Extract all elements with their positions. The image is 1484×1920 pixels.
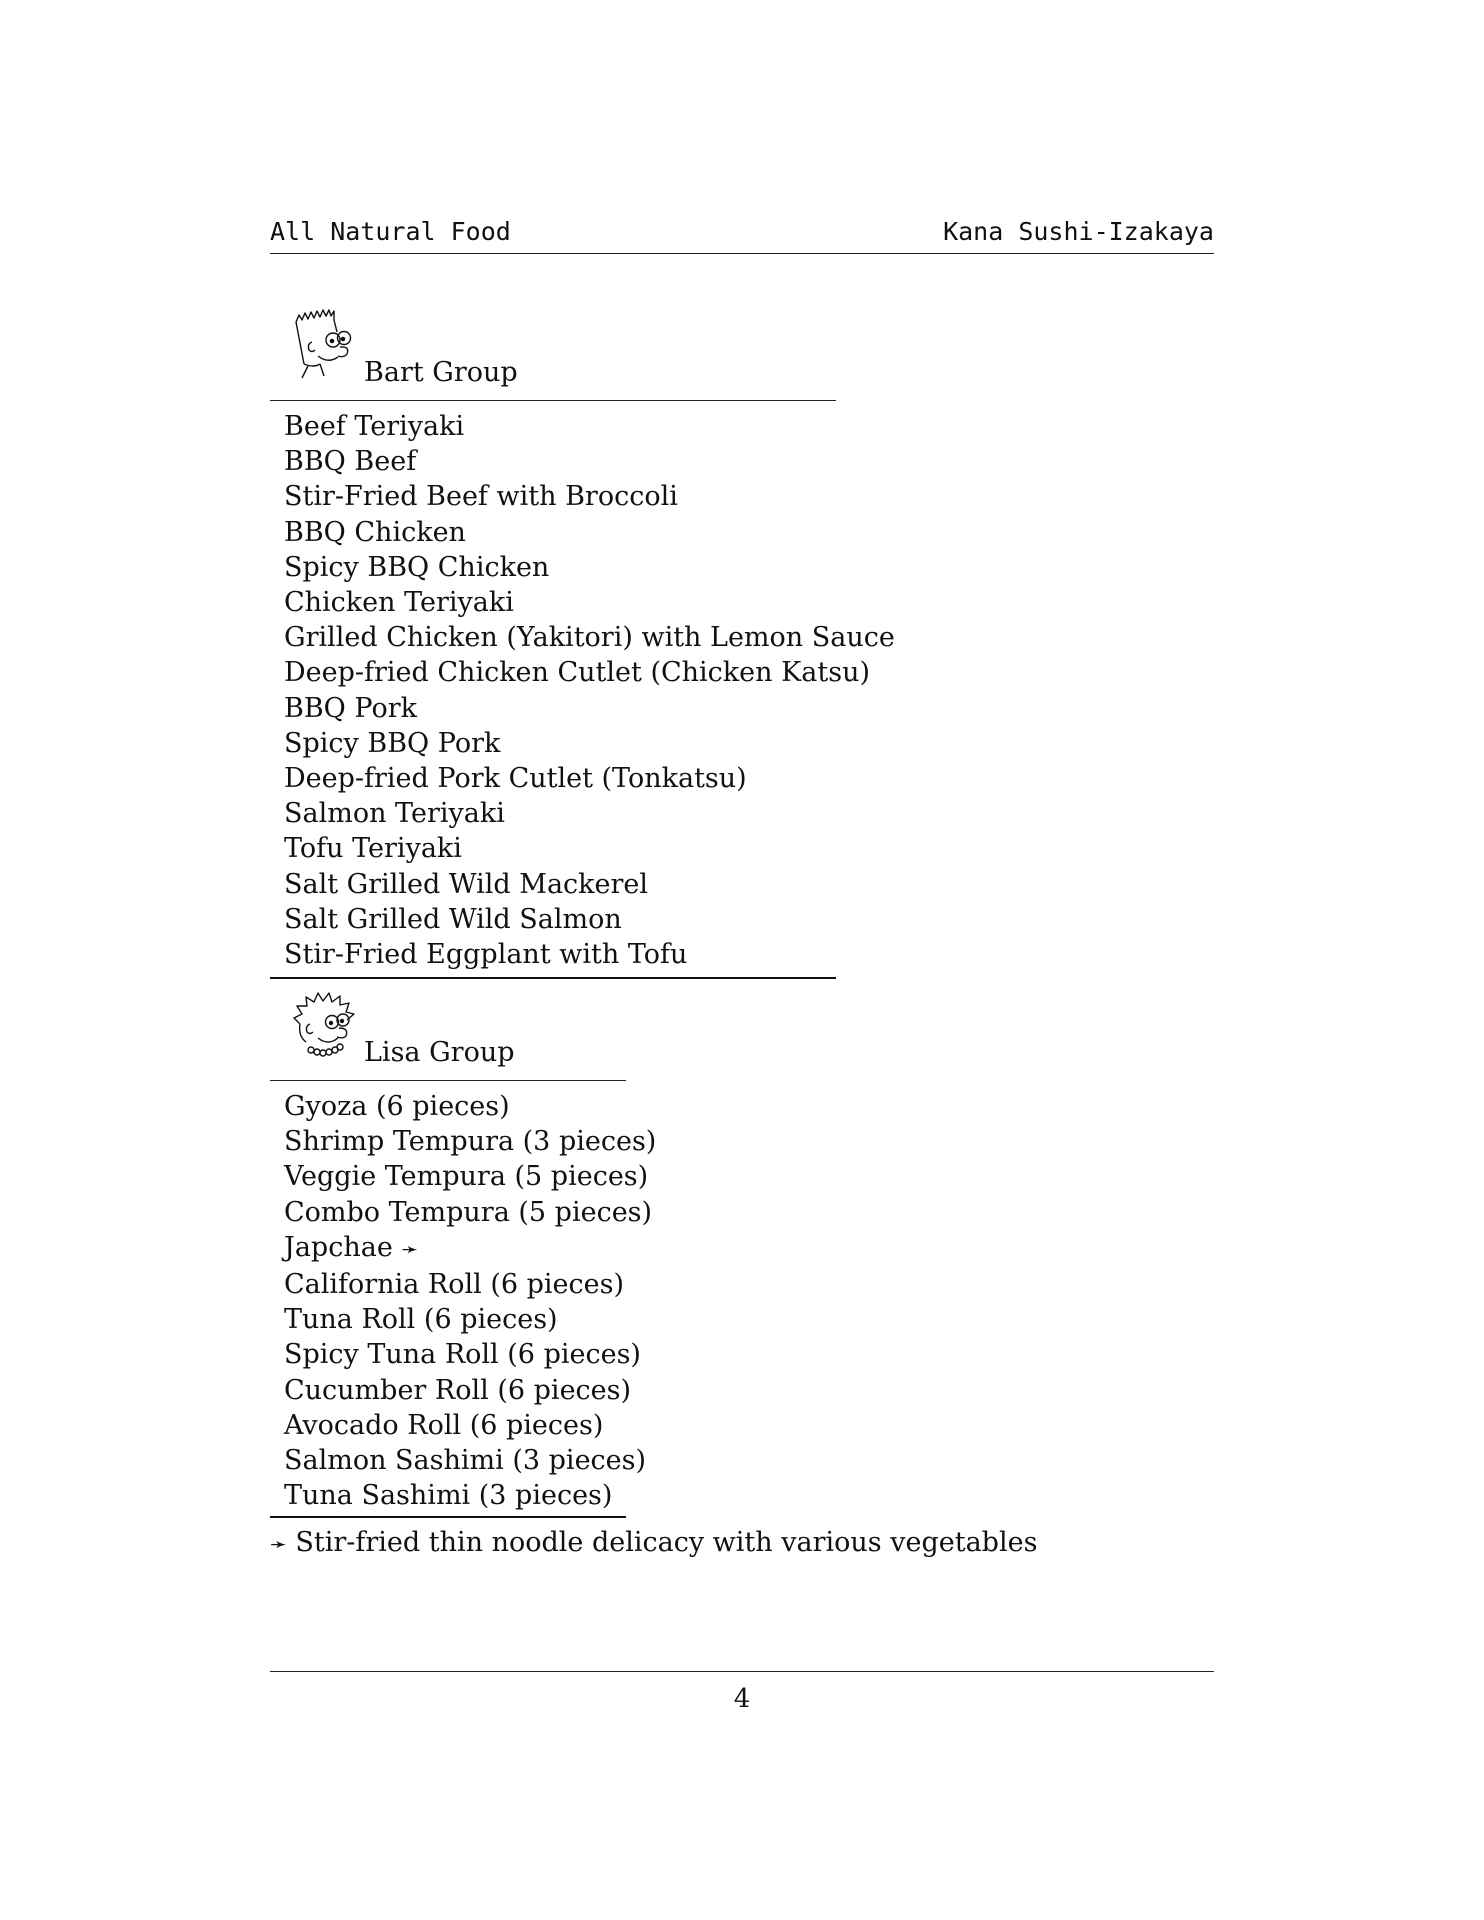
table-bottom-rule [270, 1516, 626, 1518]
list-item: Tuna Sashimi (3 pieces) [284, 1480, 613, 1512]
list-item: BBQ Chicken [284, 516, 466, 548]
header-right-title: Kana Sushi-Izakaya [943, 217, 1214, 246]
list-item: Salmon Sashimi (3 pieces) [284, 1445, 647, 1477]
list-item: Gyoza (6 pieces) [284, 1091, 510, 1122]
list-item: Grilled Chicken (Yakitori) with Lemon Sauce [284, 622, 895, 654]
list-item: Spicy Tuna Roll (6 pieces) [284, 1339, 641, 1371]
list-item: Deep-fried Pork Cutlet (Tonkatsu) [284, 763, 747, 795]
list-item: Chicken Teriyaki [284, 587, 514, 619]
list-item: Combo Tempura (5 pieces) [284, 1196, 653, 1228]
list-item: Shrimp Tempura (3 pieces) [284, 1126, 657, 1158]
list-item: Salt Grilled Wild Mackerel [284, 868, 649, 900]
lisa-face-icon [292, 990, 358, 1070]
list-item: BBQ Beef [284, 446, 417, 478]
footer-rule [270, 1671, 1214, 1672]
footnote-text: Stir-fried thin noodle delicacy with various vegetables [295, 1527, 1038, 1558]
footnote-marker-icon: ➛ [401, 1236, 419, 1261]
bart-group-list [284, 409, 895, 972]
list-item-label: Japchae [284, 1231, 393, 1263]
list-item: Salmon Teriyaki [284, 798, 505, 830]
list-item: Stir-Fried Eggplant with Tofu [284, 939, 688, 971]
list-item: Tuna Roll (6 pieces) [284, 1304, 558, 1336]
list-item: Salt Grilled Wild Salmon [284, 903, 622, 935]
list-item: California Roll (6 pieces) [284, 1269, 625, 1301]
list-item: Stir-Fried Beef with Broccoli [284, 481, 678, 513]
list-item: Beef Teriyaki [284, 411, 465, 442]
table-bottom-rule [270, 977, 836, 979]
footnote [270, 1527, 1037, 1558]
running-header [270, 213, 1214, 254]
lisa-group-list [284, 1089, 656, 1513]
list-item: Spicy BBQ Pork [284, 727, 501, 759]
group-heading-lisa [270, 980, 626, 1081]
header-left-title: All Natural Food [270, 217, 511, 246]
list-item: BBQ Pork [284, 692, 417, 724]
list-item: Cucumber Roll (6 pieces) [284, 1374, 632, 1406]
list-item [284, 1230, 656, 1267]
footnote-arrow-icon: ➛ [270, 1532, 287, 1556]
page-number: 4 [733, 1684, 751, 1714]
list-item: Tofu Teriyaki [284, 833, 462, 865]
list-item: Veggie Tempura (5 pieces) [284, 1161, 649, 1193]
group-heading-bart [270, 300, 836, 401]
list-item: Deep-fried Chicken Cutlet (Chicken Katsu) [284, 657, 870, 689]
group-title: Lisa Group [364, 1037, 515, 1068]
list-item: Spicy BBQ Chicken [284, 551, 550, 583]
list-item: Avocado Roll (6 pieces) [284, 1409, 604, 1441]
bart-face-icon [292, 306, 358, 386]
group-title: Bart Group [364, 357, 518, 388]
